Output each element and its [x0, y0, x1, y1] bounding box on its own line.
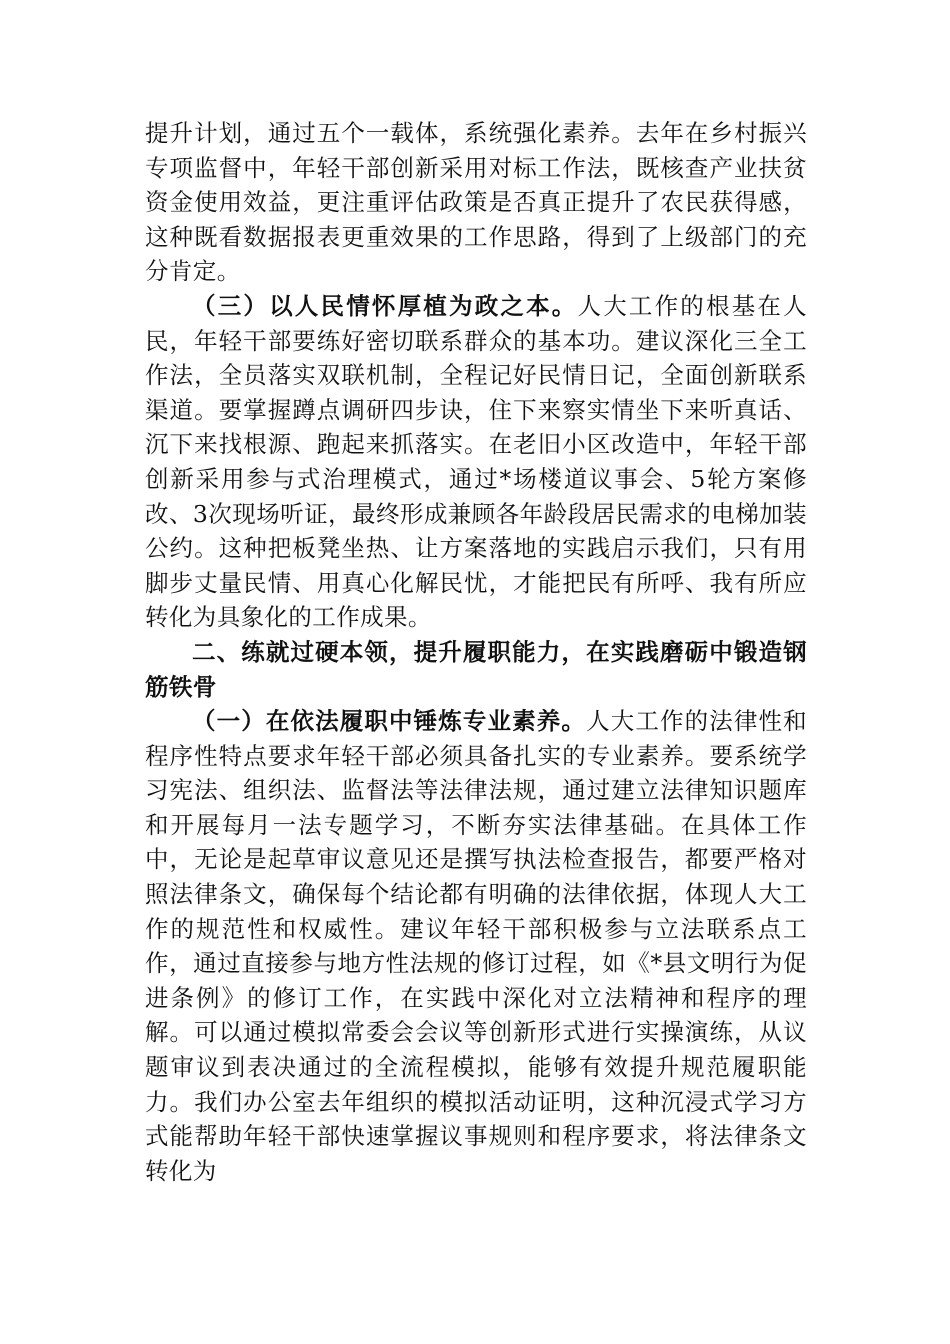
paragraph-text: 人大工作的法律性和程序性特点要求年轻干部必须具备扎实的专业素养。要系统学习宪法、组织法、监督法等法律法规，通过建立法律知识题库和开展每月一法专题学习，不断夯实法律基础。在具体工作中，无论是起草审议意见还是撰写执法检查报告，都要严格对照法律条文，确保每个结论都有明确的法律依据，体现人大工作的规范性和权威性。建议年轻干部积极参与立法联系点工作，通过直接参与地方性法规的修订过程，如《*县文明行为促进条例》的修订工作，在实践中深化对立法精神和程序的理解。可以通过模拟常委会会议等创新形式进行实操演练，从议题审议到表决通过的全流程模拟，能够有效提升规范履职能力。我们办公室去年组织的模拟活动证明，这种沉浸式学习方式能帮助年轻干部快速掌握议事规则和程序要求，将法律条文转化为: [145, 707, 807, 1185]
document-page: [145, 116, 807, 1188]
paragraph-text: 提升计划，通过五个一载体，系统强化素养。去年在乡村振兴专项监督中，年轻干部创新采用对标工作法，既核查产业扶贫资金使用效益，更注重评估政策是否真正提升了农民获得感，这种既看数据报表更重效果的工作思路，得到了上级部门的充分肯定。: [145, 119, 807, 286]
section-heading: 二、练就过硬本领，提升履职能力，在实践磨砺中锻造钢筋铁骨: [145, 637, 807, 701]
subheading-lead: （三）以人民情怀厚植为政之本。: [192, 291, 578, 320]
subheading-lead: （一）在依法履职中锤炼专业素养。: [192, 707, 587, 736]
paragraph-continuation: [145, 116, 807, 289]
paragraph-text: 人大工作的根基在人民，年轻干部要练好密切联系群众的基本功。建议深化三全工作法，全员落实双联机制，全程记好民情日记，全面创新联系渠道。要掌握蹲点调研四步诀，住下来察实情坐下来听真话、沉下来找根源、跑起来抓落实。在老旧小区改造中，年轻干部创新采用参与式治理模式，通过*场楼道议事会、5轮方案修改、3次现场听证，最终形成兼顾各年龄段居民需求的电梯加装公约。这种把板凳坐热、让方案落地的实践启示我们，只有用脚步丈量民情、用真心化解民忧，才能把民有所呼、我有所应转化为具象化的工作成果。: [145, 291, 807, 632]
paragraph-section-three: [145, 289, 807, 635]
paragraph-section-one: [145, 704, 807, 1188]
